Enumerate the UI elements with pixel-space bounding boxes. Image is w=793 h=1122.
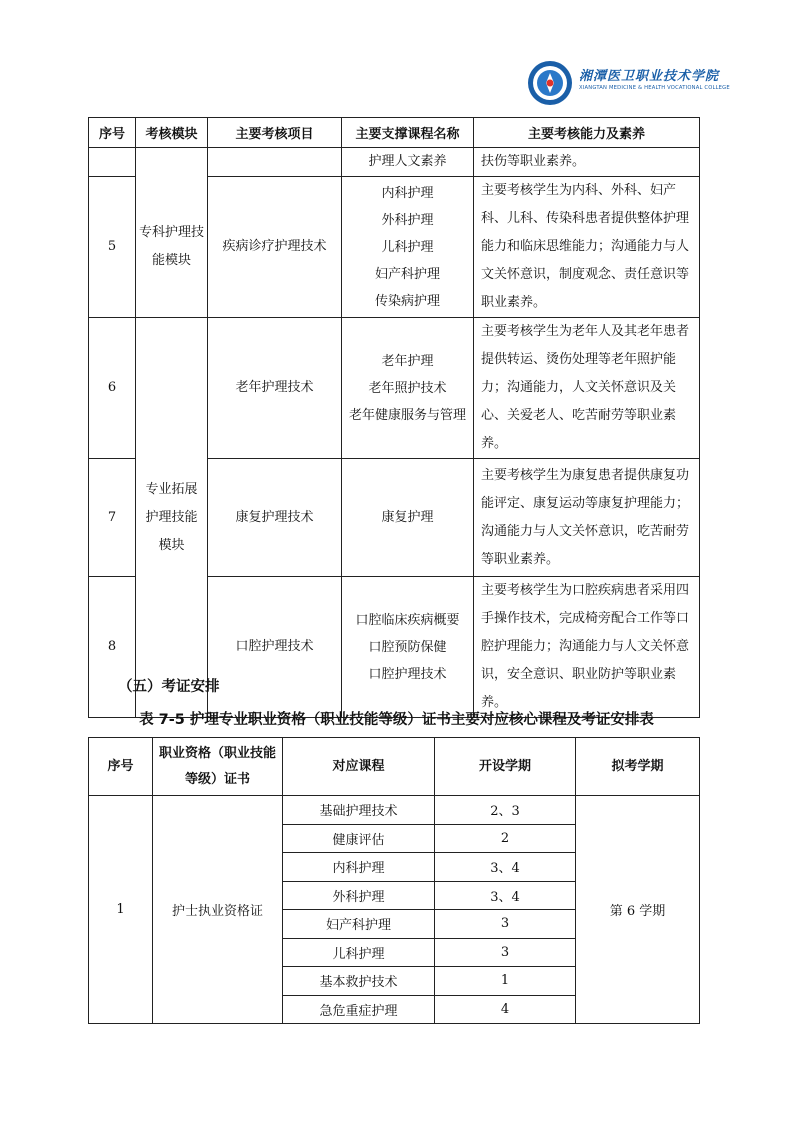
item-cell: 老年护理技术 xyxy=(208,318,342,459)
row-number: 5 xyxy=(89,177,136,318)
row-number: 8 xyxy=(89,577,136,718)
course-cell xyxy=(342,318,474,459)
term-cell: 1 xyxy=(435,967,576,996)
college-name-cn: 湘潭医卫职业技术学院 xyxy=(579,69,720,84)
course-name: 口腔临床疾病概要 xyxy=(355,612,460,628)
table-caption: 表 7-5 护理专业职业资格（职业技能等级）证书主要对应核心课程及考证安排表 xyxy=(139,712,654,728)
ability-cell: 主要考核学生为康复患者提供康复功能评定、康复运动等康复护理能力；沟通能力与人文关怀意识，吃苦耐劳等职业素养。 xyxy=(474,459,700,577)
college-seal-icon xyxy=(527,60,573,106)
certificate-table xyxy=(88,737,700,1024)
header-cell: 对应课程 xyxy=(283,738,435,796)
table-row xyxy=(89,177,700,318)
term-cell: 4 xyxy=(435,995,576,1024)
ability-cell: 主要考核学生为老年人及其老年患者提供转运、烫伤处理等老年照护能力；沟通能力，人文关怀意识及关心、关爱老人、吃苦耐劳等职业素养。 xyxy=(474,318,700,459)
course-name: 老年护理 xyxy=(381,353,434,369)
term-cell: 3 xyxy=(435,938,576,967)
course-name: 妇产科护理 xyxy=(374,266,440,282)
exam-term-cell: 第 6 学期 xyxy=(576,796,700,1024)
item-cell: 康复护理技术 xyxy=(208,459,342,577)
course-name: 口腔预防保健 xyxy=(368,639,447,655)
course-cell: 内科护理 xyxy=(283,853,435,882)
term-cell: 2、3 xyxy=(435,796,576,825)
table-row xyxy=(89,796,700,825)
course-cell: 基础护理技术 xyxy=(283,796,435,825)
college-name-en: XIANGTAN MEDICINE & HEALTH VOCATIONAL COLLEGE xyxy=(579,85,730,91)
header-cell: 职业资格（职业技能等级）证书 xyxy=(153,738,283,796)
term-cell: 3 xyxy=(435,910,576,939)
page-header xyxy=(88,58,730,110)
course-cell: 儿科护理 xyxy=(283,938,435,967)
row-number: 1 xyxy=(89,796,153,1024)
course-cell: 妇产科护理 xyxy=(283,910,435,939)
course-name: 内科护理 xyxy=(381,185,434,201)
module-cell: 专科护理技能模块 xyxy=(136,177,208,318)
course-cell: 基本救护技术 xyxy=(283,967,435,996)
module-cell: 专业拓展护理技能模块 xyxy=(136,318,208,718)
course-cell xyxy=(342,177,474,318)
course-cell: 外科护理 xyxy=(283,881,435,910)
course-name: 老年健康服务与管理 xyxy=(348,407,466,423)
header-cell: 拟考学期 xyxy=(576,738,700,796)
header-cell: 开设学期 xyxy=(435,738,576,796)
course-name: 传染病护理 xyxy=(374,293,440,309)
course-name: 外科护理 xyxy=(381,212,434,228)
item-cell: 疾病诊疗护理技术 xyxy=(208,177,342,318)
course-cell: 康复护理 xyxy=(342,459,474,577)
item-cell: 口腔护理技术 xyxy=(208,577,342,718)
table-row xyxy=(89,318,700,459)
header-cell: 主要支撑课程名称 xyxy=(342,118,474,148)
table-header-row xyxy=(89,118,700,148)
header-cell: 序号 xyxy=(89,738,153,796)
course-cell: 护理人文素养 xyxy=(342,148,474,177)
ability-cell: 扶伤等职业素养。 xyxy=(474,148,700,177)
table-header-row xyxy=(89,738,700,796)
ability-cell: 主要考核学生为内科、外科、妇产科、儿科、传染科患者提供整体护理能力和临床思维能力；沟通能力与人文关怀意识，制度观念、责任意识等职业素养。 xyxy=(474,177,700,318)
section-title: （五）考证安排 xyxy=(118,679,220,695)
ability-cell: 主要考核学生为口腔疾病患者采用四手操作技术，完成椅旁配合工作等口腔护理能力；沟通能力与人文关怀意识，安全意识、职业防护等职业素养。 xyxy=(474,577,700,718)
header-cell: 序号 xyxy=(89,118,136,148)
row-number: 6 xyxy=(89,318,136,459)
term-cell: 2 xyxy=(435,824,576,853)
table-row xyxy=(89,148,700,177)
course-cell: 急危重症护理 xyxy=(283,995,435,1024)
header-cell: 主要考核能力及素养 xyxy=(474,118,700,148)
course-name: 儿科护理 xyxy=(381,239,434,255)
college-logo xyxy=(527,58,730,110)
certificate-cell: 护士执业资格证 xyxy=(153,796,283,1024)
header-cell: 考核模块 xyxy=(136,118,208,148)
course-name: 老年照护技术 xyxy=(368,380,447,396)
header-cell: 主要考核项目 xyxy=(208,118,342,148)
term-cell: 3、4 xyxy=(435,853,576,882)
assessment-table xyxy=(88,117,700,718)
course-cell xyxy=(342,577,474,718)
course-name: 口腔护理技术 xyxy=(368,666,447,682)
term-cell: 3、4 xyxy=(435,881,576,910)
row-number: 7 xyxy=(89,459,136,577)
course-cell: 健康评估 xyxy=(283,824,435,853)
